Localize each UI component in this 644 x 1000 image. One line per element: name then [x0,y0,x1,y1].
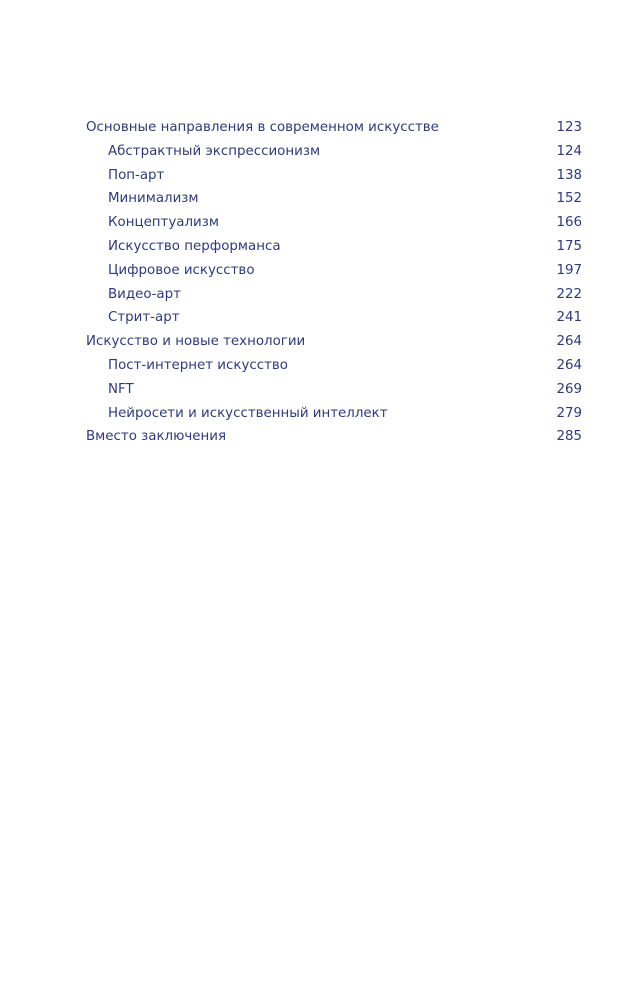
toc-entry-page: 166 [556,215,582,231]
toc-entry[interactable] [86,166,582,190]
toc-entry-title: Видео-арт [108,286,181,302]
toc-entry[interactable] [86,261,582,285]
toc-entry[interactable] [86,118,582,142]
toc-entry-page: 279 [556,405,582,421]
toc-entry-page: 269 [556,381,582,397]
toc-entry-title: Цифровое искусство [108,262,255,278]
toc-entry-title: Стрит-арт [108,310,180,326]
toc-entry-page: 124 [556,143,582,159]
toc-entry[interactable] [86,356,582,380]
toc-entry[interactable] [86,427,582,451]
toc-entry-page: 152 [556,191,582,207]
toc-entry[interactable] [86,404,582,428]
toc-entry-title: Вместо заключения [86,429,227,445]
toc-entry[interactable] [86,380,582,404]
toc-entry-title: Абстрактный экспрессионизм [108,143,321,159]
toc-entry-page: 264 [556,357,582,373]
toc-entry[interactable] [86,332,582,356]
toc-entry-title: Пост-интернет искусство [108,357,288,373]
toc-entry-title: Основные направления в современном искусстве [86,120,439,135]
toc-entry[interactable] [86,285,582,309]
toc-entry-page: 123 [556,120,582,135]
toc-entry[interactable] [86,189,582,213]
toc-entry-page: 197 [556,262,582,278]
toc-entry-page: 222 [556,286,582,302]
toc-entry-title: Нейросети и искусственный интеллект [108,405,388,421]
toc-entry-page: 241 [556,310,582,326]
toc-entry[interactable] [86,213,582,237]
toc-entry-title: Искусство перформанса [108,238,281,254]
toc-entry-title: Искусство и новые технологии [86,334,306,350]
toc-entry-page: 264 [556,334,582,350]
table-of-contents [86,118,582,451]
toc-entry-title: NFT [108,381,134,397]
toc-entry-title: Минимализм [108,191,199,207]
toc-entry-title: Поп-арт [108,167,165,183]
toc-entry-page: 175 [556,238,582,254]
toc-entry-title: Концептуализм [108,215,219,231]
toc-entry-page: 285 [556,429,582,445]
toc-entry-page: 138 [556,167,582,183]
toc-entry[interactable] [86,237,582,261]
toc-entry[interactable] [86,308,582,332]
toc-entry[interactable] [86,142,582,166]
